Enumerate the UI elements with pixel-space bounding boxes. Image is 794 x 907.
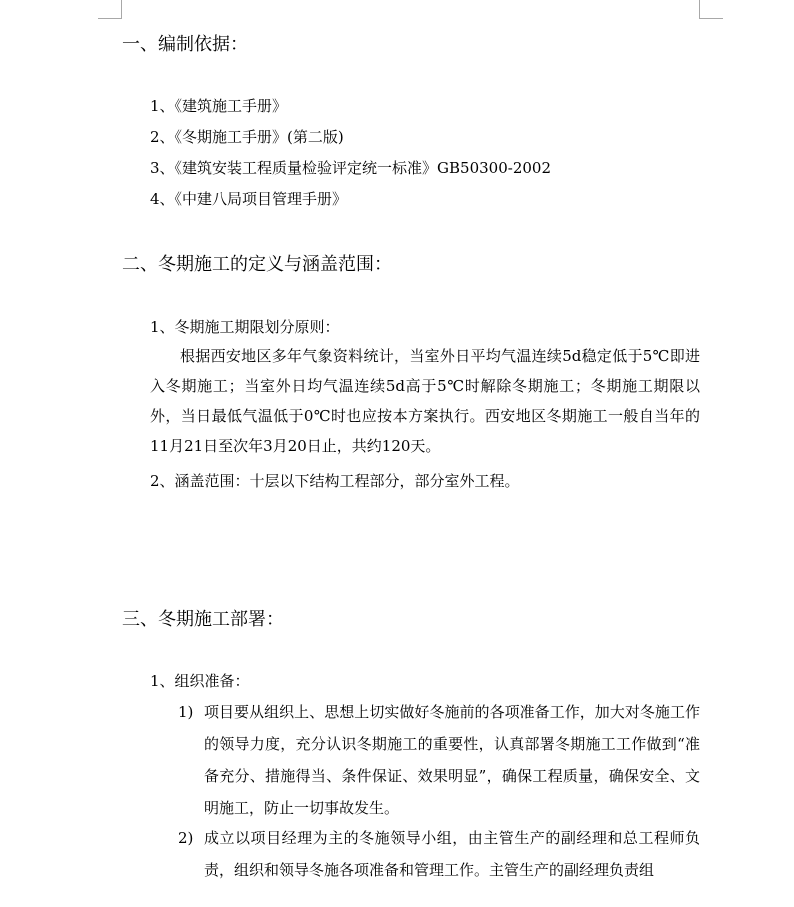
crop-mark-top-left — [98, 18, 122, 19]
crop-mark-top-left — [121, 0, 122, 18]
paragraph-text: 根据西安地区多年气象资料统计，当室外日平均气温连续5d稳定低于5℃即进入冬期施工；当室外日均气温连续5d高于5℃时解除冬期施工；冬期施工期限以外，当日最低气温低于0℃时也应按本方案执行。西安地区冬期施工一般自当年的11月21日至次年3月20日止，共约120天。 — [150, 347, 700, 455]
sub-item-number: 2) — [178, 829, 194, 847]
sub-item-2 — [178, 822, 700, 886]
crop-mark-top-right — [699, 0, 700, 18]
paragraph-period-description — [150, 341, 700, 461]
section-heading-definition: 二、冬期施工的定义与涵盖范围： — [122, 254, 392, 275]
list-item-scope: 2、涵盖范围：十层以下结构工程部分，部分室外工程。 — [150, 472, 520, 490]
sub-item-text: 项目要从组织上、思想上切实做好冬施前的各项准备工作，加大对冬施工作的领导力度，充分认识冬期施工的重要性，认真部署冬期施工工作做到“准备充分、措施得当、条件保证、效果明显”，确保工程质量，确保安全、文明施工，防止一切事故发生。 — [204, 703, 700, 817]
list-item-organization: 1、组织准备： — [150, 672, 250, 690]
section-heading-deployment: 三、冬期施工部署： — [122, 609, 284, 630]
list-item-period-principle: 1、冬期施工期限划分原则： — [150, 318, 340, 336]
list-item: 3、《建筑安装工程质量检验评定统一标准》GB50300-2002 — [150, 159, 552, 177]
sub-item-text: 成立以项目经理为主的冬施领导小组，由主管生产的副经理和总工程师负责，组织和领导冬施各项准备和管理工作。主管生产的副经理负责组 — [204, 829, 700, 879]
list-item: 4、《中建八局项目管理手册》 — [150, 190, 348, 208]
list-item: 2、《冬期施工手册》(第二版) — [150, 128, 344, 146]
crop-mark-top-right — [699, 18, 723, 19]
sub-item-number: 1) — [178, 703, 194, 721]
list-item: 1、《建筑施工手册》 — [150, 97, 288, 115]
section-heading-basis: 一、编制依据： — [122, 34, 248, 55]
sub-item-1 — [178, 696, 700, 824]
